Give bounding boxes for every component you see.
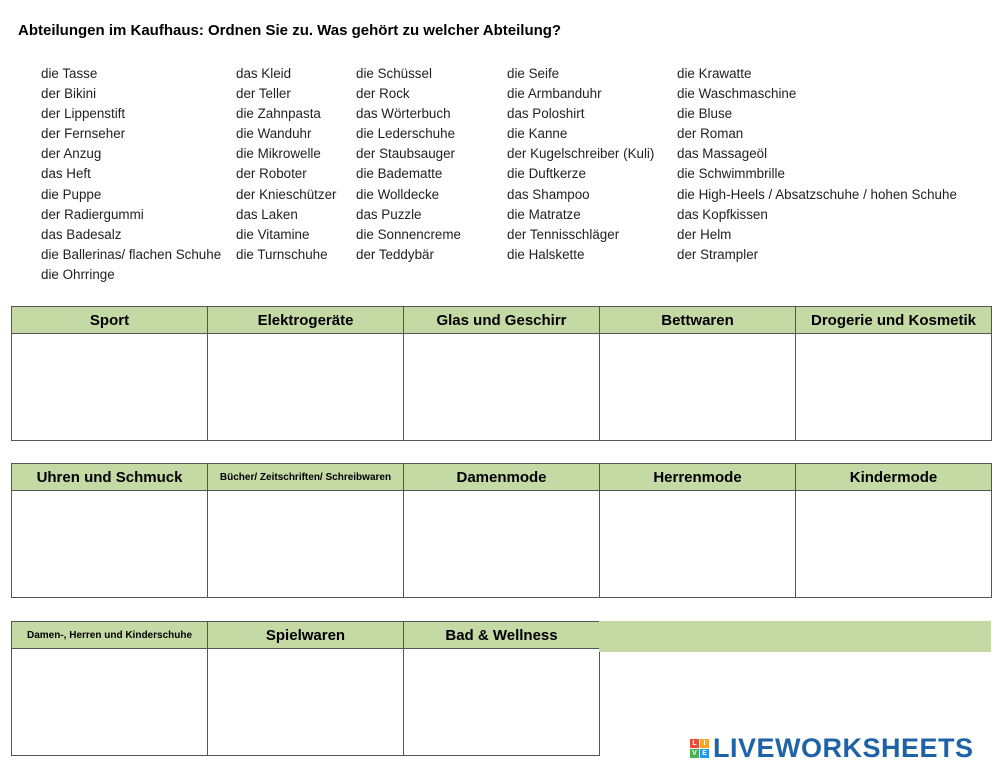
drop-zone-herrenmode[interactable] (600, 491, 796, 598)
logo-letter: E (700, 749, 709, 758)
drop-zone-buecher[interactable] (208, 491, 404, 598)
category-header-damenmode: Damenmode (404, 464, 600, 491)
drop-zone-kindermode[interactable] (796, 491, 992, 598)
drop-zone-schuhe[interactable] (12, 649, 208, 756)
word-item: die Wolldecke (356, 186, 440, 202)
word-item: der Teller (236, 86, 291, 102)
logo-letter: L (690, 739, 699, 748)
word-item: die Lederschuhe (356, 126, 456, 142)
drop-zone-sport[interactable] (12, 334, 208, 441)
word-item: der Tennisschläger (507, 226, 620, 242)
category-header-kindermode: Kindermode (796, 464, 992, 491)
word-item: der Roboter (236, 166, 307, 182)
word-item: das Wörterbuch (356, 106, 451, 122)
category-table-3 (11, 621, 600, 756)
word-item: der Helm (677, 226, 732, 242)
word-column-3 (356, 64, 461, 265)
logo-letter: I (700, 739, 709, 748)
word-item: der Staubsauger (356, 146, 456, 162)
drop-zone-glas-geschirr[interactable] (404, 334, 600, 441)
word-item: die Turnschuhe (236, 246, 328, 262)
category-header-sport: Sport (12, 307, 208, 334)
category-header-herrenmode: Herrenmode (600, 464, 796, 491)
category-header-drogerie: Drogerie und Kosmetik (796, 307, 992, 334)
word-column-4 (507, 64, 654, 265)
drop-zone-drogerie[interactable] (796, 334, 992, 441)
word-item: die High-Heels / Absatzschuhe / hohen Schuhe (677, 186, 957, 202)
word-item: die Bademattе (356, 166, 443, 182)
category-header-buecher: Bücher/ Zeitschriften/ Schreibwaren (208, 464, 404, 491)
worksheet-title: Abteilungen im Kaufhaus: Ordnen Sie zu. Was gehört zu welcher Abteilung? (18, 22, 562, 39)
liveworksheets-logo[interactable] (690, 733, 974, 763)
word-item: das Laken (236, 206, 298, 222)
word-item: der Kugelschreiber (Kuli) (507, 146, 655, 162)
word-item: die Matratze (507, 206, 581, 222)
word-item: das Poloshirt (507, 106, 585, 122)
word-item: das Kleid (236, 66, 292, 81)
word-column-5 (677, 64, 957, 265)
word-item: das Massageöl (677, 146, 768, 162)
word-item: der Radiergummi (41, 206, 144, 222)
word-item: das Puzzle (356, 206, 422, 222)
category-header-spielwaren: Spielwaren (208, 622, 404, 649)
word-item: die Vitamine (236, 226, 310, 242)
word-item: das Badesalz (41, 226, 122, 242)
word-column-1 (41, 64, 221, 285)
word-item: der Anzug (41, 146, 102, 162)
word-item: die Kanne (507, 126, 568, 142)
category-header-elektrogeraete: Elektrogeräte (208, 307, 404, 334)
word-column-2 (236, 64, 336, 265)
word-item: die Zahnpasta (236, 106, 321, 122)
word-item: der Bikini (41, 86, 97, 102)
empty-header-bar (599, 621, 991, 652)
category-header-glas-geschirr: Glas und Geschirr (404, 307, 600, 334)
word-item: die Schüssel (356, 66, 432, 81)
word-item: die Waschmaschine (677, 86, 797, 102)
word-item: das Heft (41, 166, 91, 182)
word-item: die Mikrowelle (236, 146, 321, 162)
drop-zone-damenmode[interactable] (404, 491, 600, 598)
category-header-uhren-schmuck: Uhren und Schmuck (12, 464, 208, 491)
word-item: die Halskette (507, 246, 585, 262)
logo-letter: V (690, 749, 699, 758)
drop-zone-bad-wellness[interactable] (404, 649, 600, 756)
word-item: die Puppe (41, 186, 102, 202)
drop-zone-elektrogeraete[interactable] (208, 334, 404, 441)
category-header-schuhe: Damen-, Herren und Kinderschuhe (12, 622, 208, 649)
word-item: der Roman (677, 126, 744, 142)
drop-zone-bettwaren[interactable] (600, 334, 796, 441)
word-item: der Fernseher (41, 126, 126, 142)
word-item: die Bluse (677, 106, 733, 122)
category-table-2 (11, 463, 992, 598)
word-item: der Knieschützer (236, 186, 337, 202)
category-table-1 (11, 306, 992, 441)
word-item: die Sonnencreme (356, 226, 461, 242)
word-item: der Teddybär (356, 246, 434, 262)
word-item: das Shampoo (507, 186, 590, 202)
word-item: der Rock (356, 86, 410, 102)
word-item: die Duftkerze (507, 166, 586, 182)
word-item: das Kopfkissen (677, 206, 768, 222)
logo-brand-text: LIVEWORKSHEETS (713, 732, 974, 763)
word-item: die Ohrringe (41, 266, 115, 282)
word-item: der Strampler (677, 246, 759, 262)
word-item: die Seife (507, 66, 560, 81)
word-item: die Ballerinas/ flachen Schuhe (41, 246, 222, 262)
word-item: die Krawatte (677, 66, 752, 81)
category-header-bad-wellness: Bad & Wellness (404, 622, 600, 649)
word-item: die Wanduhr (236, 126, 312, 142)
word-item: die Armbanduhr (507, 86, 602, 102)
logo-mark-icon (690, 739, 709, 758)
word-item: der Lippenstift (41, 106, 126, 122)
category-header-bettwaren: Bettwaren (600, 307, 796, 334)
word-item: die Tasse (41, 66, 98, 81)
word-item: die Schwimmbrille (677, 166, 785, 182)
drop-zone-uhren-schmuck[interactable] (12, 491, 208, 598)
drop-zone-spielwaren[interactable] (208, 649, 404, 756)
